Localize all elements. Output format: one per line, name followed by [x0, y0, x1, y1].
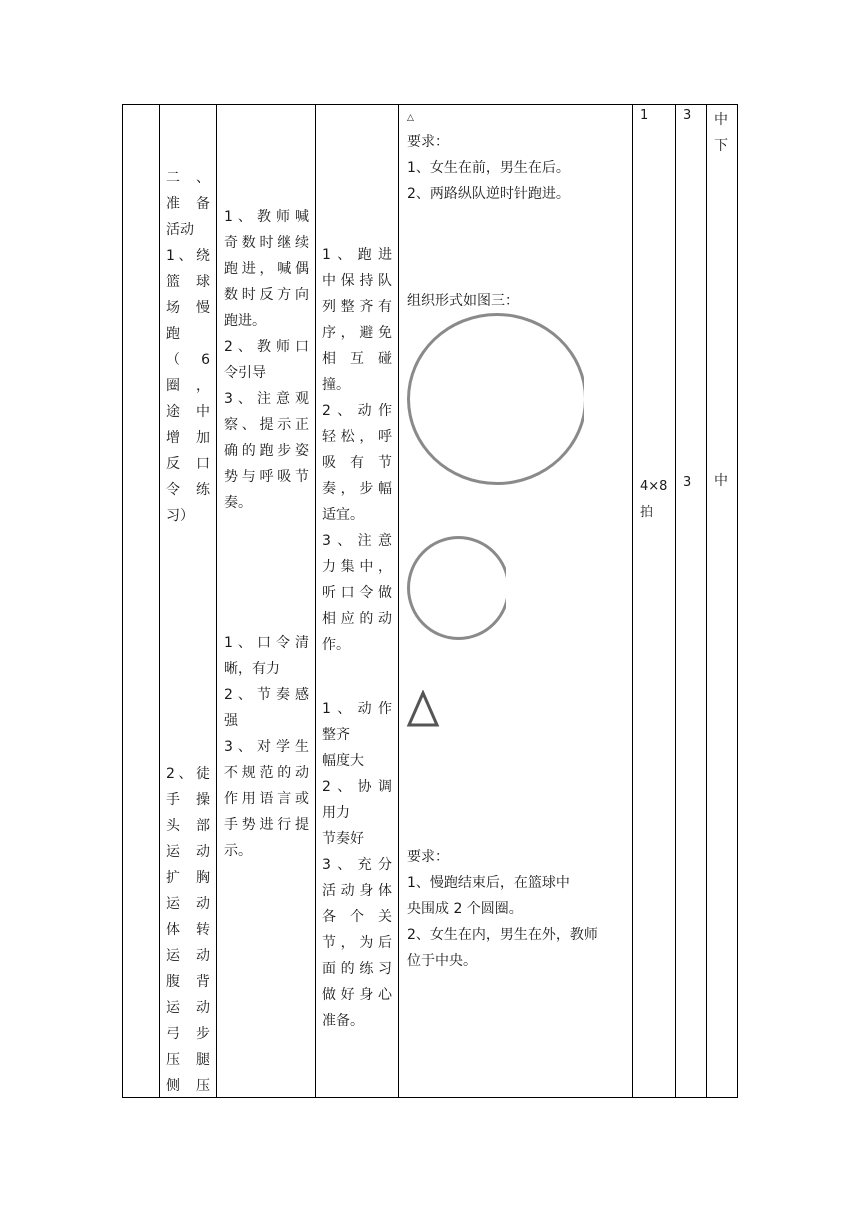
teacher-part2: 1、口令清 晰，有力 2、节奏感 强 3、对学生 不规范的动 作用语言或 手势进行提 示。 [224, 635, 309, 859]
col-border-3 [315, 104, 316, 1098]
col-border-8 [737, 104, 738, 1098]
count-top: 3 [683, 108, 692, 123]
triangle-small-icon: △ [407, 113, 414, 123]
time-top: 1 [640, 108, 649, 123]
student-part2: 1、动作 整齐 幅度大 2、协调 用力 节奏好 3、充分 活动身体 各 个 关 节，为后 面的练习 做好身心 准备。 [322, 701, 392, 1029]
teacher-part1: 1、教师喊 奇数时继续 跑进，喊偶 数时反方向 跑进。 2、教师口 令引导 3、注意观 察、提示正 确的跑步姿 势与呼吸节奏。 [224, 209, 309, 511]
teacher-triangle-icon [406, 690, 440, 728]
content-part1: 二 、 准 备 活动 1、绕 篮 球 场 慢 跑 （ 6 圈 ， 途 中 增 加 反 口 令 练 习） [166, 170, 210, 524]
count-mid: 3 [683, 475, 692, 490]
col-border-4 [398, 104, 399, 1098]
col-border-1 [159, 104, 160, 1098]
org-top: △ 要求： 1、女生在前，男生在后。 2、两路纵队逆时针跑进。 [407, 107, 629, 207]
intensity-mid: 中 [714, 473, 728, 489]
intensity-top: 中 下 [714, 112, 728, 154]
table-bottom-border [122, 1097, 738, 1098]
time-mid: 4×8 拍 [640, 479, 668, 520]
large-circle-formation [407, 313, 587, 485]
org-bottom: 要求： 1、慢跑结束后，在篮球中 央围成 2 个圆圈。 2、女生在内，男生在外，教师 位于中央。 [407, 849, 598, 969]
col-border-5 [632, 104, 633, 1098]
col-border-6 [675, 104, 676, 1098]
col-border-0 [122, 104, 123, 1098]
org-formation-label: 组织形式如图三： [407, 293, 519, 309]
col-border-2 [216, 104, 217, 1098]
student-part1: 1、跑进 中保持队 列整齐有 序，避免 相 互 碰 撞。 2、动作 轻松，呼 吸 有 节 奏，步幅 适宜。 3、注意 力集中， 听口令做 相应的动 作。 [322, 247, 392, 653]
content-part2: 2、徒 手操 头 部 运动 扩 胸 运动 体 转 运动 腹 背 运动 弓 步 压腿 侧 压 [166, 766, 210, 1094]
col-border-7 [706, 104, 707, 1098]
small-circle-formation [407, 536, 510, 640]
